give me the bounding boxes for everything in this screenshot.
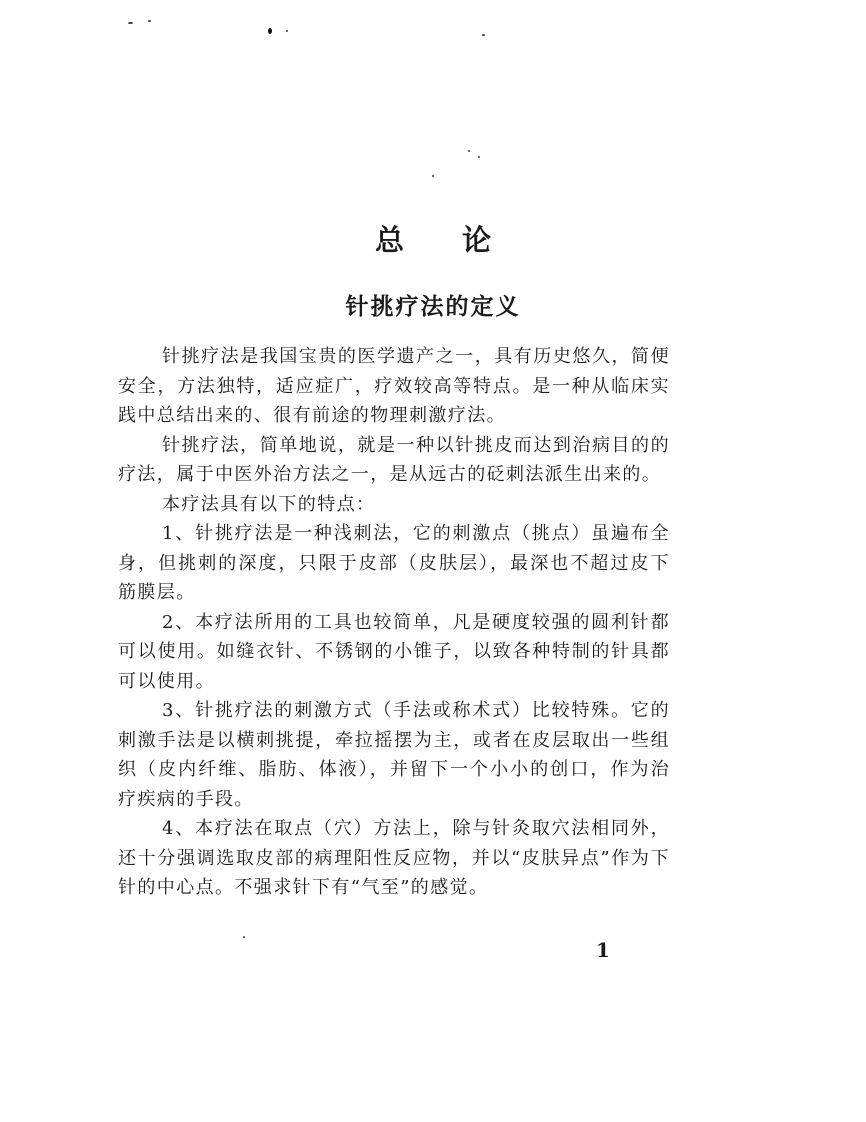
paragraph: 1、针挑疗法是一种浅刺法，它的刺激点（挑点）虽遍布全身，但挑刺的深度，只限于皮部（皮肤层），最深也不超过皮下筋膜层。	[118, 523, 670, 603]
paragraph: 本疗法具有以下的特点：	[162, 493, 376, 515]
section-title: 针挑疗法的定义	[345, 294, 521, 320]
paragraph: 4、本疗法在取点（穴）方法上，除与针灸取穴法相同外，还十分强调选取皮部的病理阳性反应物，并以“皮肤异点”作为下针的中心点。不强求针下有“气至”的感觉。	[118, 818, 670, 898]
paragraph: 针挑疗法，简单地说，就是一种以针挑皮而达到治病目的的疗法，属于中医外治方法之一，是从远古的砭刺法派生出来的。	[118, 434, 670, 485]
main-title: 总论	[374, 223, 549, 257]
paragraph: 3、针挑疗法的刺激方式（手法或称术式）比较特殊。它的刺激手法是以横刺挑提，牵拉摇摆为主，或者在皮层取出一些组织（皮内纤维、脂肪、体液），并留下一个小小的创口，作为治疗疾病的手段。	[118, 700, 670, 810]
body-text	[118, 342, 670, 903]
page-number: 1	[596, 938, 610, 962]
paragraph: 2、本疗法所用的工具也较简单，凡是硬度较强的圆利针都可以使用。如缝衣针、不锈钢的小锥子，以致各种特制的针具都可以使用。	[118, 611, 670, 692]
paragraph: 针挑疗法是我国宝贵的医学遗产之一，具有历史悠久，简便安全，方法独特，适应症广，疗效较高等特点。是一种从临床实践中总结出来的、很有前途的物理刺激疗法。	[118, 346, 670, 426]
